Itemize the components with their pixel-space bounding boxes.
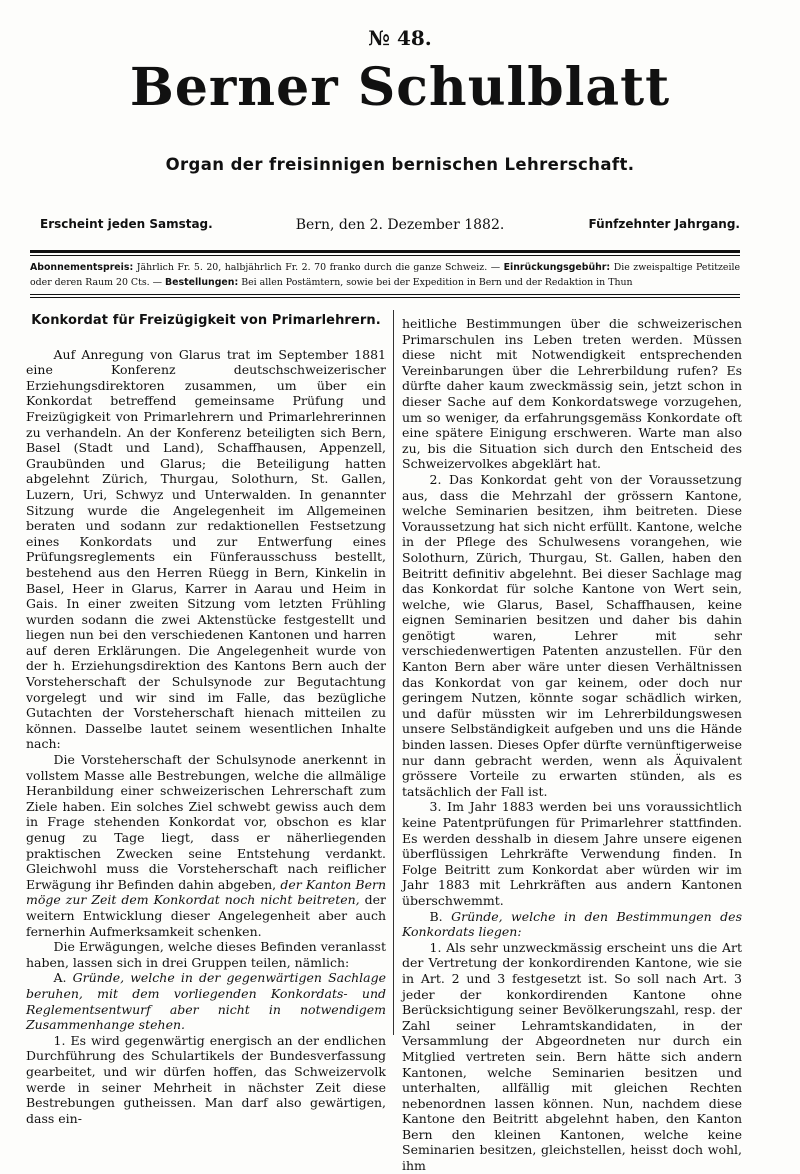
paragraph: heitliche Bestimmungen über die schweizerischen Primarschulen ins Leben treten werden. Müssen diese nicht mit Notwendigkeit entsprechenden Vereinbarungen über die Lehrerbildung rufen? Es dürfte daher kaum zweckmässig sein, jetzt schon in dieser Sache auf dem Konkordatswege vorzugehen, um so weniger, da erfahrungsgemäss Konkordate oft eine spätere Einigung erschweren. Warte man also zu, bis die Situation sich durch den Entscheid des Schweizervolkes abgeklärt hat.	[402, 316, 742, 472]
article-right-column	[402, 316, 742, 1174]
paragraph-text: der weitern Entwicklung dieser Angelegenheit aber auch fernerhin Aufmerksamkeit schenken.	[26, 892, 386, 939]
section-heading-b	[402, 909, 742, 940]
article-left-column	[26, 313, 386, 1126]
newspaper-title: Berner Schulblatt	[129, 57, 671, 118]
paragraph: 1. Es wird gegenwärtig energisch an der endlichen Durchführung des Schulartikels der Bundesverfassung gearbeitet, und wir dürfen hoffen, das Schweizervolk werde in seiner Mehrheit in nächster Zeit diese Bestrebungen gutheissen. Man darf also gewärtigen, dass ein-	[26, 1032, 386, 1126]
publication-frequency: Erscheint jeden Samstag.	[40, 217, 213, 231]
paragraph: Auf Anregung von Glarus trat im September 1881 eine Konferenz deutschschweizerischer Erziehungsdirektoren zusammen, um über ein Konkordat betreffend gemeinsame Prüfung und Freizügigkeit von Primarlehrern und Primarlehrerinnen zu verhandeln. An der Konferenz beteiligten sich Bern, Basel (Stadt und Land), Schaffhausen, Appenzell, Graubünden und Glarus; die Beteiligung hatten abgelehnt Zürich, Thurgau, Solothurn, St. Gallen, Luzern, Uri, Schwyz und Unterwalden. In genannter Sitzung wurde die Angelegenheit im Allgemeinen beraten und sodann zur redaktionellen Festsetzung eines Konkordats und zur Entwerfung eines Prüfungsreglements ein Fünferausschuss bestellt, bestehend aus den Herren Rüegg in Bern, Kinkelin in Basel, Heer in Glarus, Karrer in Aarau und Heim in Gais. In einer zweiten Sitzung vom letzten Frühling wurden sodann die zwei Aktenstücke festgestellt und liegen nun bei den verschiedenen Kantonen und harren auf deren Erklärungen. Die Angelegenheit wurde von der h. Erziehungsdirektion des Kantons Bern auch der Vorsteherschaft der Schulsynode zur Begutachtung vorgelegt und wir sind im Falle, das bezügliche Gutachten der Vorsteherschaft hienach mitteilen zu können. Dasselbe lautet seinem wesentlichen Inhalte nach:	[26, 346, 386, 752]
column-divider	[393, 310, 394, 1035]
issue-number: № 48.	[368, 26, 432, 50]
subscription-text: Jährlich Fr. 5. 20, halbjährlich Fr. 2. 70 franko durch die ganze Schweiz. —	[136, 262, 501, 273]
section-prefix: B.	[429, 908, 443, 924]
orders-text: Bei allen Postämtern, sowie bei der Expedition in Bern und der Redaktion in Thun	[241, 277, 633, 288]
subscription-notice	[30, 260, 740, 290]
volume: Fünfzehnter Jahrgang.	[588, 217, 740, 231]
section-prefix: A.	[53, 970, 67, 986]
paragraph	[26, 752, 386, 939]
paragraph: 2. Das Konkordat geht von der Voraussetzung aus, dass die Mehrzahl der grössern Kantone, welche Seminarien besitzen, ihm beitreten. Diese Voraussetzung hat sich nicht erfüllt. Kantone, welche in der Pflege des Schulwesens vorangehen, wie Solothurn, Zürich, Thurgau, St. Gallen, haben den Beitritt definitiv abgelehnt. Bei dieser Sachlage mag das Konkordat für solche Kantone von Wert sein, welche, wie Glarus, Basel, Schaffhausen, keine eignen Seminarien besitzen und daher bis dahin genötigt waren, Lehrer mit sehr verschiedenwertigen Patenten anzustellen. Für den Kanton Bern aber wäre unter diesen Verhältnissen das Konkordat von gar keinem, oder doch nur geringem Nutzen, könnte sogar schädlich wirken, und dafür müssten wir im Lehrerbildungswesen unsere Selbständigkeit aufgeben und uns die Hände binden lassen. Dieses Opfer dürfte vernünftigerweise nur dann gebracht werden, wenn als Äquivalent grössere Vorteile zu erwarten stünden, als es tatsächlich der Fall ist.	[402, 471, 742, 799]
italic-text: der Kanton Bern möge zur Zeit dem Konkordat noch nicht beitreten,	[26, 876, 387, 908]
insertion-text: Die zweispaltige Petitzeile oder deren Raum 20 Cts. —	[30, 262, 741, 288]
notice-rule	[30, 294, 740, 295]
article-heading: Konkordat für Freizügigkeit von Primarlehrern.	[31, 313, 381, 328]
masthead-rule	[30, 250, 740, 253]
insertion-label: Einrückungsgebühr:	[503, 262, 611, 273]
section-heading-a	[26, 970, 386, 1032]
paragraph: 3. Im Jahr 1883 werden bei uns voraussichtlich keine Patentprüfungen für Primarlehrer stattfinden. Es werden desshalb in diesem Jahre unsere eigenen überflüssigen Lehrkräfte Verwendung finden. In Folge Beitritt zum Konkordat aber würden wir im Jahr 1883 mit Lehrkräften aus andern Kantonen überschwemmt.	[402, 799, 742, 908]
paragraph: Die Erwägungen, welche dieses Befinden veranlasst haben, lassen sich in drei Gruppen teilen, nämlich:	[26, 939, 386, 970]
notice-rule-2	[30, 297, 740, 298]
newspaper-subtitle: Organ der freisinnigen bernischen Lehrerschaft.	[165, 155, 635, 174]
masthead-rule-thin	[30, 255, 740, 256]
italic-text: Gründe, welche in den Bestimmungen des Konkordats liegen:	[402, 908, 742, 940]
orders-label: Bestellungen:	[165, 277, 239, 288]
italic-text: Gründe, welche in der gegenwärtigen Sachlage beruhen, mit dem vorliegenden Konkordats- und Reglementsentwurf aber nicht in notwendigem Zusammenhange stehen.	[26, 970, 386, 1033]
subscription-label: Abonnementspreis:	[30, 262, 134, 273]
paragraph: 1. Als sehr unzweckmässig erscheint uns die Art der Vertretung der konkordirenden Kantone, wie sie in Art. 2 und 3 festgesetzt ist. So soll nach Art. 3 jeder der konkordirenden Kantone ohne Berücksichtigung seiner Bevölkerungszahl, resp. der Zahl seiner Lehramtskandidaten, in der Versammlung der Abgeordneten nur durch ein Mitglied vertreten sein. Bern hätte sich andern Kantonen, welche Seminarien besitzen und unterhalten, allfällig mit gleichen Rechten nebenordnen lassen können. Nun, nachdem diese Kantone den Beitritt abgelehnt haben, den Kanton Bern den kleinen Kantonen, welche keine Seminarien besitzen, gleichstellen, heisst doch wohl, ihm	[402, 939, 742, 1174]
place-date: Bern, den 2. Dezember 1882.	[295, 217, 505, 233]
paragraph-text: Die Vorsteherschaft der Schulsynode anerkennt in vollstem Masse alle Bestrebungen, welche die allmälige Heranbildung einer schweizerischen Lehrerschaft zum Ziele haben. Ein solches Ziel schwebt gewiss auch dem in Frage stehenden Konkordat vor, obschon es klar genug zu Tage liegt, dass er näherliegenden praktischen Zwecken seine Entstehung verdankt. Gleichwohl muss die Vorsteherschaft nach reiflicher Erwägung ihr Befinden dahin abgeben,	[26, 752, 386, 892]
